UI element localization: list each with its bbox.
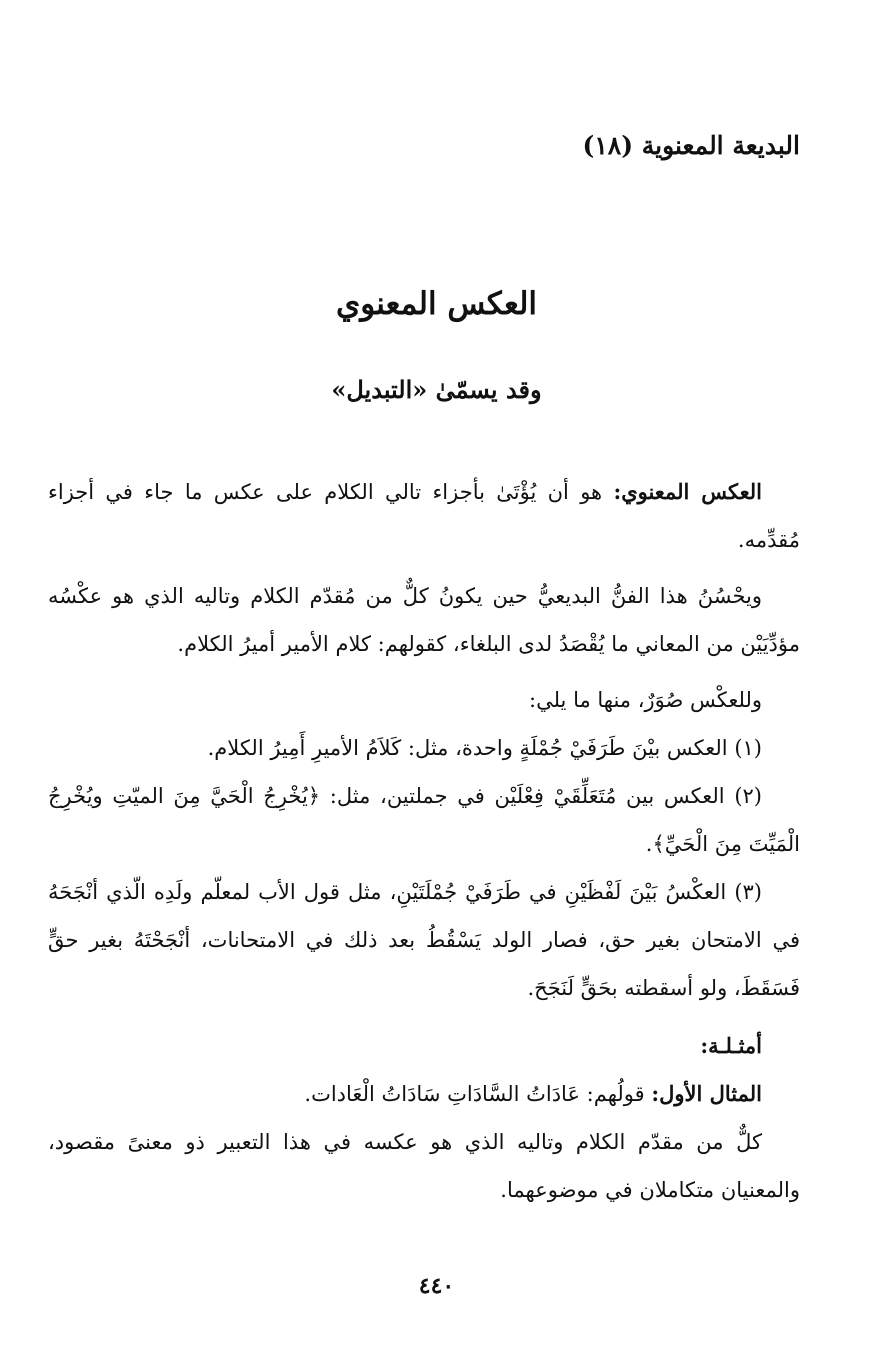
page-number: ٤٤٠ (418, 1273, 455, 1299)
form-item-2: (٢) العكس بين مُتَعَلِّقَيْ فِعْلَيْن في جملتين، مثل: ﴿يُخْرِجُ الْحَيَّ مِنَ الميّتِ ويُخْرِجُ الْمَيِّتَ مِنَ الْحَيِّ﴾. (48, 784, 800, 856)
running-head: البديعة المعنوية (١٨) (582, 131, 800, 160)
example-1-label: المثال الأول: (651, 1081, 762, 1106)
page-body (48, 468, 800, 1214)
example-1-text: قولُهم: عَادَاتُ السَّادَاتِ سَادَاتُ الْعَادات. (304, 1082, 652, 1106)
example-1 (48, 1070, 800, 1118)
example-1-comment: كلٌّ من مقدّم الكلام وتاليه الذي هو عكسه في هذا التعبير ذو معنىً مقصود، والمعنيان متكاملان في موضوعهما. (48, 1130, 800, 1202)
examples-heading: أمثـلـة: (700, 1033, 762, 1058)
form-item-3: (٣) العكْسُ بَيْنَ لَفْظَيْنِ في طَرَفَيْ جُمْلَتَيْنِ، مثل قول الأب لمعلّم ولَدِه الّذي أنْجَحَهُ في الامتحان بغير حق، فصار الولد يَسْقُطُ بعد ذلك في الامتحانات، أنْجَحْتَهُ بغير حقٍّ فَسَقَطَ، ولو أسقطته بحَقٍّ لَنَجَحَ. (48, 880, 800, 1000)
section-title: العكس المعنوي (335, 286, 537, 322)
section-subtitle: وقد يسمّىٰ «التبديل» (331, 375, 542, 404)
definition-text: هو أن يُؤْتَىٰ بأجزاء تالي الكلام على عكس ما جاء في أجزاء مُقدِّمه. (48, 480, 800, 552)
definition-term: العكس المعنوي: (613, 479, 762, 504)
beauty-paragraph: ويحْسُنُ هذا الفنُّ البديعيُّ حين يكونُ كلٌّ من مُقدّم الكلام وتاليه الذي هو عكْسُه مؤدِّيَيْن من المعاني ما يُقْصَدُ لدى البلغاء، كقولهم: كلام الأمير أميرُ الكلام. (48, 584, 800, 656)
forms-intro: وللعكْس صُوَرٌ، منها ما يلي: (529, 688, 762, 712)
form-item-1: (١) العكس بيْنَ طَرَفَيْ جُمْلَةٍ واحدة، مثل: كَلاَمُ الأميرِ أَمِيرُ الكلام. (207, 736, 762, 760)
definition-paragraph (48, 468, 800, 564)
